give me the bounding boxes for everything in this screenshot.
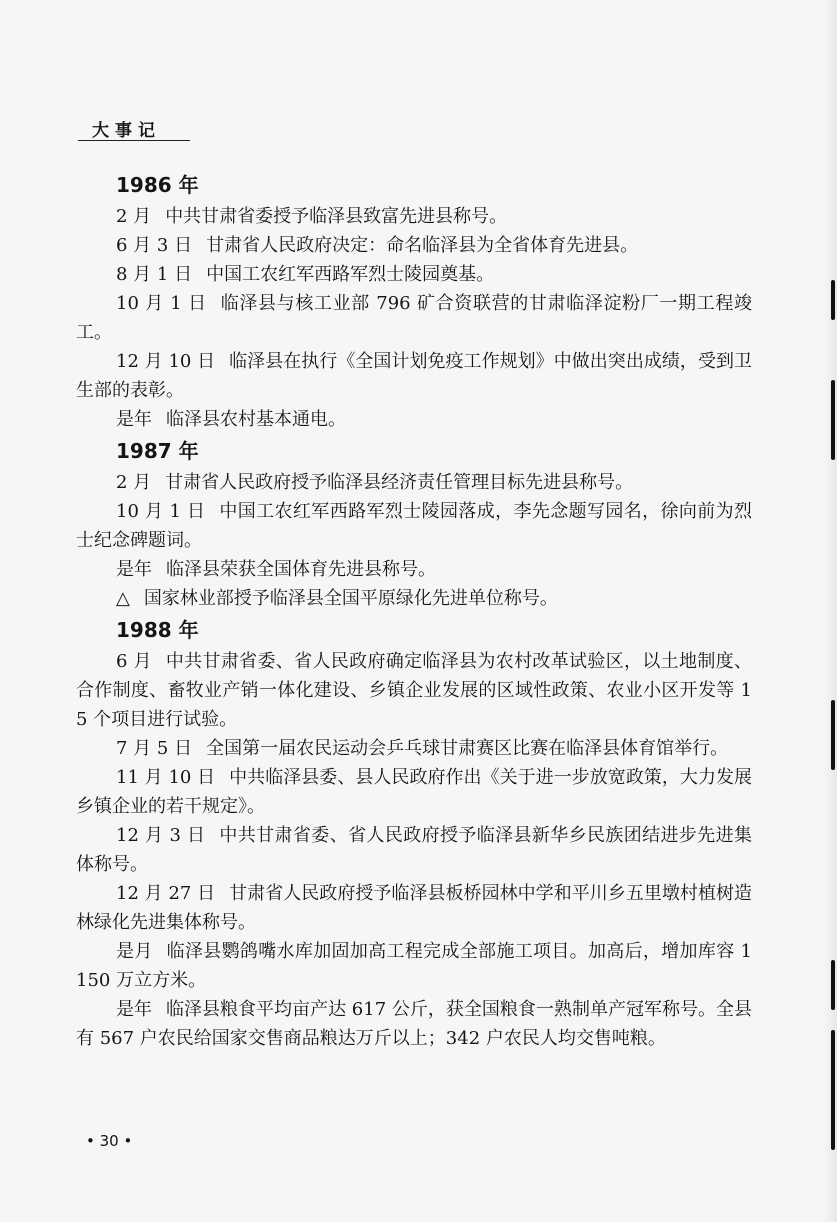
chronicle-entry xyxy=(76,347,752,405)
entry-date: 是年 xyxy=(116,999,153,1020)
entry-text: 中共临泽县委、县人民政府作出《关于进一步放宽政策，大力发展乡镇企业的若干规定》。 xyxy=(76,767,752,817)
chronicle-entry xyxy=(76,289,752,347)
chronicle-entry xyxy=(76,202,752,231)
entry-date: 10 月 1 日 xyxy=(116,501,206,522)
chronicle-entry xyxy=(76,584,752,613)
entry-date: 是年 xyxy=(116,559,152,580)
entry-text: 甘肃省人民政府授予临泽县经济责任管理目标先进县称号。 xyxy=(165,472,634,493)
entry-date: 7 月 5 日 xyxy=(116,738,193,759)
scan-edge-mark xyxy=(831,960,835,1010)
page-number: • 30 • xyxy=(86,1132,133,1150)
year-heading: 1988 年 xyxy=(116,618,199,642)
chronicle-entry xyxy=(76,497,752,555)
entry-text: 国家林业部授予临泽县全国平原绿化先进单位称号。 xyxy=(143,588,558,609)
entry-date: 2 月 xyxy=(116,206,152,227)
entry-text: 中共甘肃省委、省人民政府授予临泽县新华乡民族团结进步先进集体称号。 xyxy=(76,825,752,875)
entry-text: 临泽县在执行《全国计划免疫工作规划》中做出突出成绩，受到卫生部的表彰。 xyxy=(76,351,752,401)
entry-date: 10 月 1 日 xyxy=(116,293,207,314)
entry-text: 临泽县粮食平均亩产达 617 公斤，获全国粮食一熟制单产冠军称号。全县有 567 户农民给国家交售商品粮达万斤以上；342 户农民人均交售吨粮。 xyxy=(76,999,753,1049)
entry-text: 中国工农红军西路军烈士陵园奠基。 xyxy=(206,264,495,285)
entry-date: 是月 xyxy=(116,941,153,962)
entry-date: 12 月 27 日 xyxy=(116,883,216,904)
scan-edge-mark xyxy=(831,700,835,770)
entry-marker: △ xyxy=(116,588,130,609)
entry-date: 是年 xyxy=(116,409,152,430)
chronicle-entry xyxy=(76,260,752,289)
entry-text: 全国第一届农民运动会乒乓球甘肃赛区比赛在临泽县体育馆举行。 xyxy=(206,738,729,759)
entry-date: 2 月 xyxy=(116,472,152,493)
scan-edge-mark xyxy=(831,280,835,320)
chronicle-entry xyxy=(76,405,752,434)
entry-date: 12 月 3 日 xyxy=(116,825,206,846)
scan-edge-mark xyxy=(831,1030,835,1150)
chronicle-body xyxy=(76,168,752,1053)
chronicle-entry xyxy=(76,555,752,584)
entry-text: 中共甘肃省委授予临泽县致富先进县称号。 xyxy=(165,206,508,227)
scan-edge-mark xyxy=(831,380,835,460)
entry-date: 6 月 3 日 xyxy=(116,235,193,256)
chronicle-entry xyxy=(76,231,752,260)
entry-date: 12 月 10 日 xyxy=(116,351,216,372)
header-rule xyxy=(78,140,190,141)
chronicle-entry xyxy=(76,995,752,1053)
chronicle-entry xyxy=(76,937,752,995)
chronicle-entry xyxy=(76,647,752,734)
chronicle-entry xyxy=(76,821,752,879)
entry-text: 中国工农红军西路军烈士陵园落成，李先念题写园名，徐向前为烈士纪念碑题词。 xyxy=(76,501,752,551)
entry-text: 中共甘肃省委、省人民政府确定临泽县为农村改革试验区，以土地制度、合作制度、畜牧业产销一体化建设、乡镇企业发展的区域性政策、农业小区开发等 15 个项目进行试验。 xyxy=(76,651,752,730)
chronicle-entry xyxy=(76,763,752,821)
year-heading: 1986 年 xyxy=(116,173,199,197)
chronicle-entry xyxy=(76,468,752,497)
entry-text: 临泽县荣获全国体育先进县称号。 xyxy=(166,559,436,580)
year-heading: 1987 年 xyxy=(116,439,199,463)
entry-text: 临泽县农村基本通电。 xyxy=(166,409,346,430)
entry-date: 8 月 1 日 xyxy=(116,264,193,285)
entry-date: 11 月 10 日 xyxy=(116,767,216,788)
chronicle-entry xyxy=(76,879,752,937)
entry-text: 甘肃省人民政府授予临泽县板桥园林中学和平川乡五里墩村植树造林绿化先进集体称号。 xyxy=(76,883,752,933)
entry-text: 甘肃省人民政府决定：命名临泽县为全省体育先进县。 xyxy=(206,235,639,256)
chronicle-entry xyxy=(76,734,752,763)
entry-text: 临泽县鹦鸽嘴水库加固加高工程完成全部施工项目。加高后，增加库容 1150 万立方米。 xyxy=(76,941,753,991)
entry-date: 6 月 xyxy=(116,651,152,672)
running-head: 大事记 xyxy=(92,121,161,141)
entry-text: 临泽县与核工业部 796 矿合资联营的甘肃临泽淀粉厂一期工程竣工。 xyxy=(76,293,752,343)
